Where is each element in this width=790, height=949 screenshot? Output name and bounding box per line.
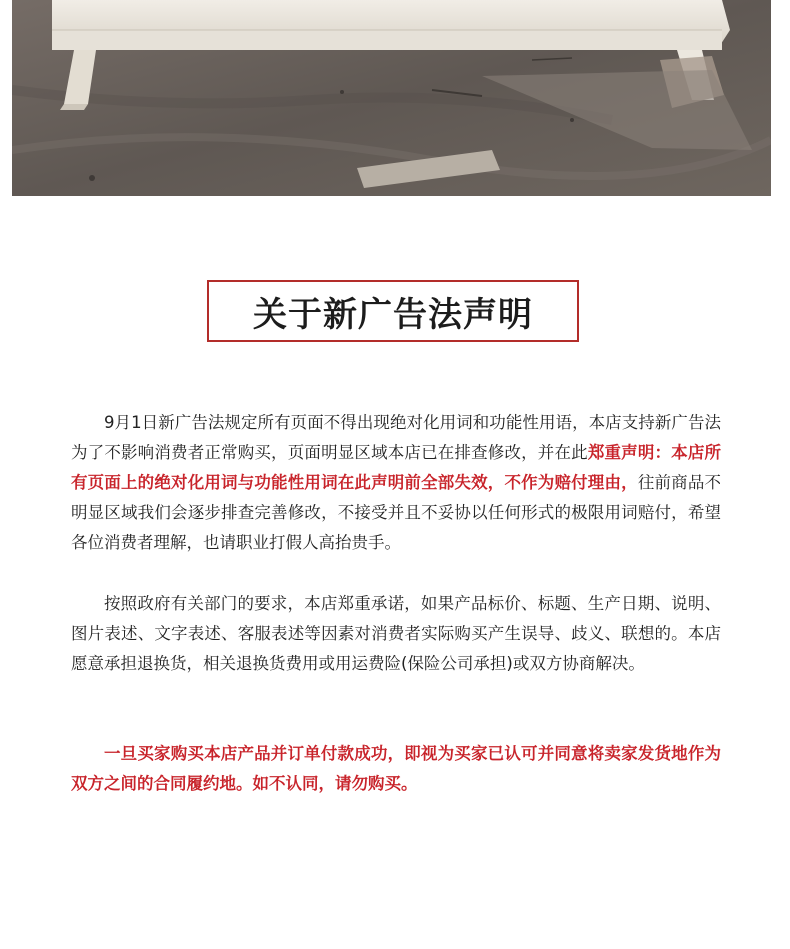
statement-title-box [207, 280, 579, 342]
paragraph-1-highlight: 郑重声明：本店所有页面上的绝对化用词与功能性用词在此声明前全部失效，不作为赔付理由， [71, 443, 722, 492]
product-photo [12, 0, 771, 196]
statement-paragraph-2 [71, 589, 721, 679]
paragraph-2-text: 按照政府有关部门的要求，本店郑重承诺，如果产品标价、标题、生产日期、说明、图片表述、文字表述、客服表述等因素对消费者实际购买产生误导、歧义、联想的。本店愿意承担退换货，相关退换货费用或用运费险(保险公司承担)或双方协商解决。 [71, 594, 721, 673]
paragraph-1-text-start: 9月1日新广告法规定所有页面不得出现绝对化用词和功能性用语，本店支持新广告法为了不影响消费者正常购买，页面明显区域本店已在排查修改，并在此 [71, 413, 721, 462]
statement-paragraph-3 [71, 739, 721, 799]
statement-paragraph-1 [71, 408, 721, 558]
statement-title: 关于新广告法声明 [253, 294, 533, 335]
paragraph-3-text: 一旦买家购买本店产品并订单付款成功，即视为买家已认可并同意将卖家发货地作为双方之间的合同履约地。如不认同，请勿购买。 [71, 744, 721, 793]
paragraph-1-text-end: 往前商品不明显区域我们会逐步排查完善修改，不接受并且不妥协以任何形式的极限用词赔付，希望各位消费者理解，也请职业打假人高抬贵手。 [71, 473, 722, 552]
